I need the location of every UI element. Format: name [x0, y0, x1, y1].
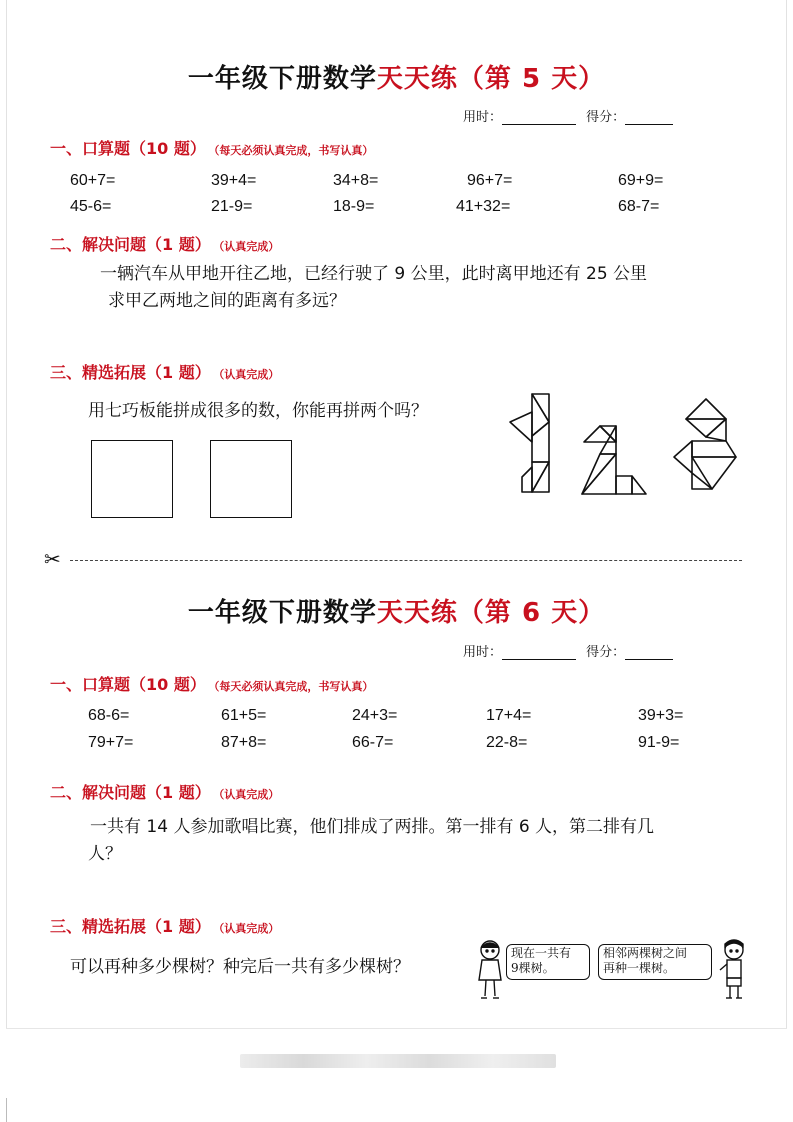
- tangram-three-icon: [672, 397, 738, 493]
- day6-section3-heading: [50, 914, 279, 937]
- tangram-one-icon: [505, 392, 565, 498]
- day6-section3-note: （认真完成）: [218, 922, 280, 935]
- calc-item: 60+7=: [70, 172, 116, 189]
- girl-figure-icon: [474, 938, 506, 1004]
- speech-bubble-right: [598, 944, 712, 980]
- calc-item: 87+8=: [221, 734, 267, 751]
- calc-item: 17+4=: [486, 707, 532, 724]
- day5-section3-heading: [50, 360, 279, 383]
- calc-item: 68-6=: [88, 707, 130, 724]
- day6-section1-title: 一、口算题（10 题）: [50, 675, 206, 694]
- calc-item: 22-8=: [486, 734, 528, 751]
- day5-problem-line1: 一辆汽车从甲地开往乙地，已经行驶了 9 公里，此时离甲地还有 25 公里: [100, 264, 648, 284]
- calc-item: 91-9=: [638, 734, 680, 751]
- day5-section1-heading: [50, 136, 373, 159]
- calc-item: 39+3=: [638, 707, 684, 724]
- day5-section2-heading: [50, 232, 279, 255]
- day5-score-label: 得分：: [586, 110, 626, 125]
- answer-box[interactable]: [91, 440, 173, 518]
- day6-score-blank[interactable]: [625, 659, 673, 660]
- day6-title-highlight: 天天练: [376, 598, 458, 628]
- day5-time-label: 用时：: [463, 110, 503, 125]
- bubble-left-line1: 现在一共有: [511, 946, 572, 960]
- tangram-two-icon: [580, 424, 650, 496]
- day6-title-day: （第 6 天）: [457, 598, 606, 628]
- calc-item: 34+8=: [333, 172, 379, 189]
- day5-section2-note: （认真完成）: [218, 240, 280, 253]
- page-corner-mark: [6, 1098, 7, 1122]
- calc-item: 18-9=: [333, 198, 375, 215]
- day6-problem-line1: 一共有 14 人参加歌唱比赛，他们排成了两排。第一排有 6 人，第二排有几: [90, 817, 655, 837]
- day6-section1-heading: [50, 672, 373, 695]
- day5-section2-title: 二、解决问题（1 题）: [50, 235, 211, 254]
- bubble-left-line2: 9棵树。: [511, 961, 555, 975]
- speech-bubble-left: [506, 944, 590, 980]
- calc-item: 41+32=: [456, 198, 511, 215]
- scissors-icon: ✂: [44, 547, 61, 571]
- day5-title-day: （第 5 天）: [457, 64, 606, 94]
- day5-meta: [463, 106, 673, 125]
- day6-section3-title: 三、精选拓展（1 题）: [50, 917, 211, 936]
- calc-item: 69+9=: [618, 172, 664, 189]
- page-edge-left: [6, 0, 7, 1028]
- day6-extension-text: 可以再种多少棵树？种完后一共有多少棵树？: [70, 957, 410, 977]
- calc-item: 61+5=: [221, 707, 267, 724]
- calc-item: 96+7=: [467, 172, 513, 189]
- day5-extension-text: 用七巧板能拼成很多的数，你能再拼两个吗？: [88, 401, 428, 421]
- page-edge-right: [786, 0, 787, 1028]
- day6-time-blank[interactable]: [502, 659, 576, 660]
- blurred-watermark: [240, 1054, 556, 1068]
- day5-section1-title: 一、口算题（10 题）: [50, 139, 206, 158]
- day5-title-highlight: 天天练: [376, 64, 458, 94]
- cut-line: [70, 560, 742, 561]
- day6-problem-line2: 人？: [88, 844, 122, 864]
- boy-figure-icon: [718, 938, 750, 1004]
- bubble-right-line2: 再种一棵树。: [603, 961, 676, 975]
- day5-score-blank[interactable]: [625, 124, 673, 125]
- day6-title: [0, 592, 793, 629]
- day5-title-main: 一年级下册数学: [187, 64, 377, 94]
- calc-item: 45-6=: [70, 198, 112, 215]
- day5-time-blank[interactable]: [502, 124, 576, 125]
- day5-title: [0, 58, 793, 95]
- day6-section2-heading: [50, 780, 279, 803]
- calc-item: 68-7=: [618, 198, 660, 215]
- day6-section2-title: 二、解决问题（1 题）: [50, 783, 211, 802]
- day6-title-main: 一年级下册数学: [187, 598, 377, 628]
- day6-meta: [463, 641, 673, 660]
- answer-box[interactable]: [210, 440, 292, 518]
- day5-problem-line2: 求甲乙两地之间的距离有多远？: [108, 291, 346, 311]
- day5-section3-title: 三、精选拓展（1 题）: [50, 363, 211, 382]
- calc-item: 79+7=: [88, 734, 134, 751]
- calc-item: 24+3=: [352, 707, 398, 724]
- day5-section3-note: （认真完成）: [218, 368, 280, 381]
- day6-section1-note: （每天必须认真完成，书写认真）: [213, 680, 374, 693]
- page-bottom-edge: [6, 1028, 787, 1029]
- day6-score-label: 得分：: [586, 645, 626, 660]
- calc-item: 66-7=: [352, 734, 394, 751]
- bubble-right-line1: 相邻两棵树之间: [603, 946, 688, 960]
- day6-time-label: 用时：: [463, 645, 503, 660]
- day6-section2-note: （认真完成）: [218, 788, 280, 801]
- day5-section1-note: （每天必须认真完成，书写认真）: [213, 144, 374, 157]
- calc-item: 21-9=: [211, 198, 253, 215]
- calc-item: 39+4=: [211, 172, 257, 189]
